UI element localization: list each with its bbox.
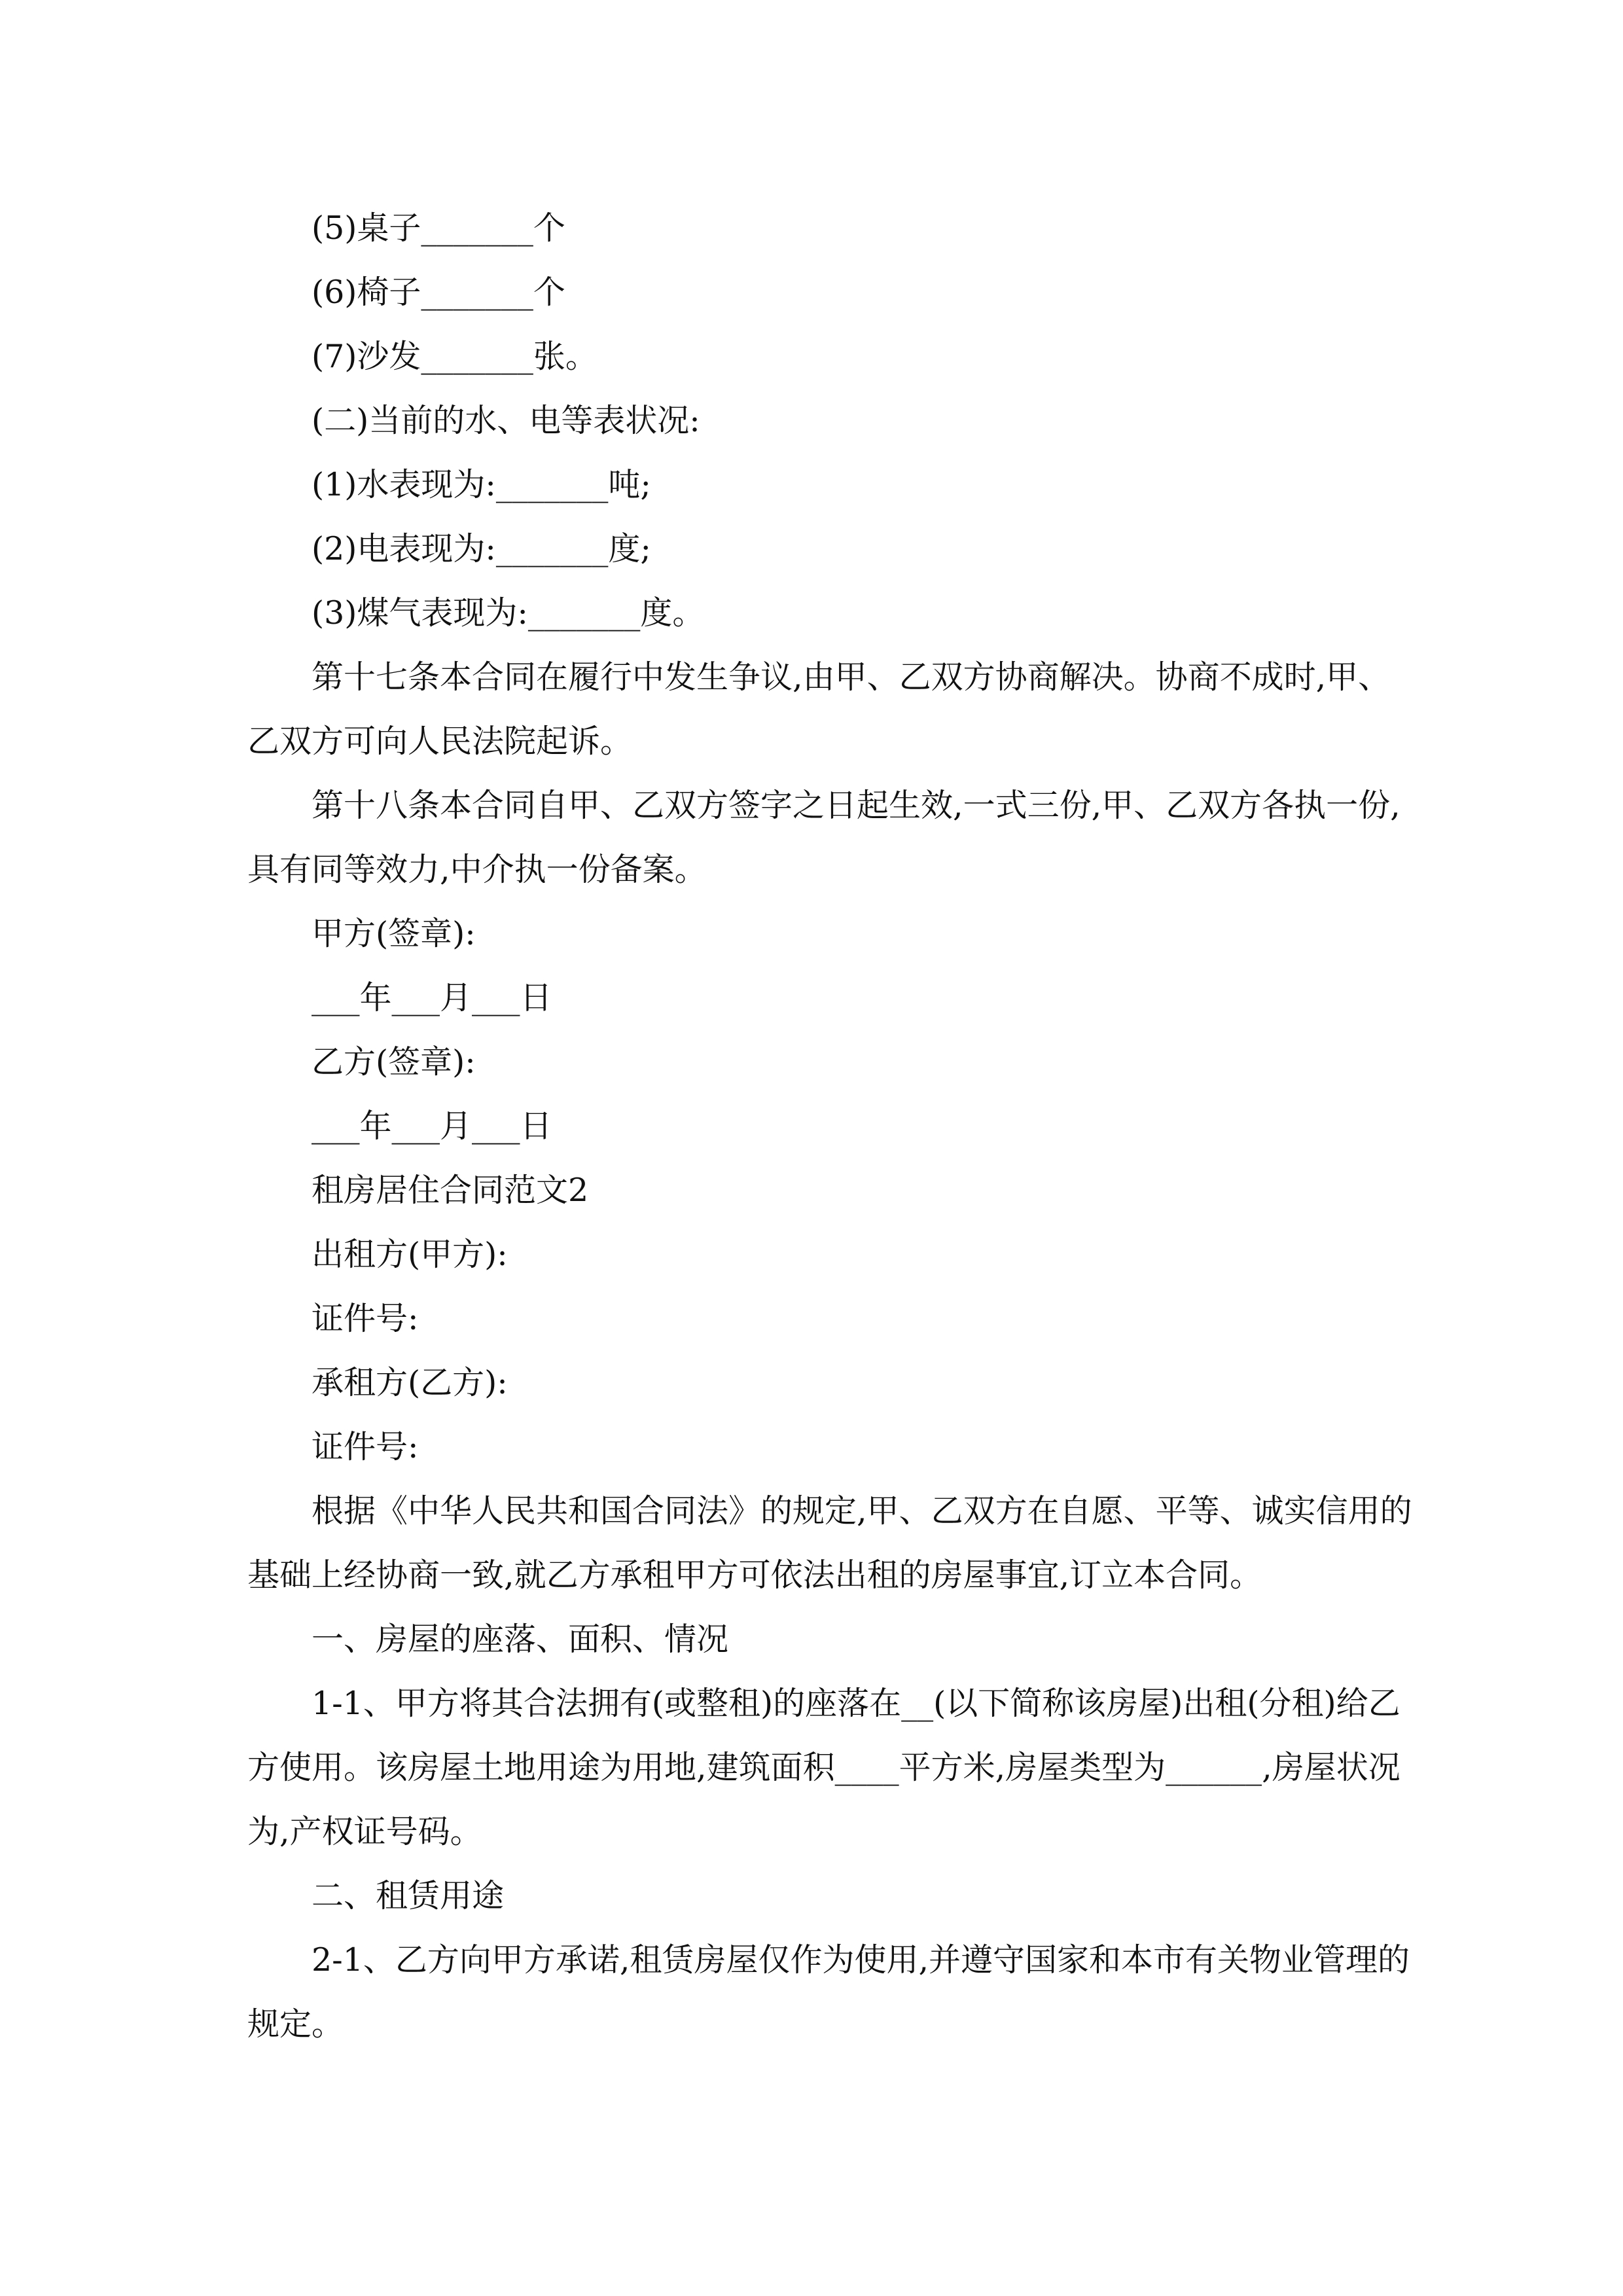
paragraph: 1-1、甲方将其合法拥有(或整租)的座落在__(以下简称该房屋)出租(分租)给乙方使用。该房屋土地用途为用地,建筑面积____平方米,房屋类型为______,房屋状况为,产权证号码。 bbox=[247, 1685, 1400, 1850]
paragraph: 证件号: bbox=[312, 1300, 419, 1337]
paragraph: 出租方(甲方): bbox=[312, 1236, 508, 1273]
paragraph: (5)桌子_______个 bbox=[312, 209, 565, 247]
paragraph: 第十七条本合同在履行中发生争议,由甲、乙双方协商解决。协商不成时,甲、乙双方可向人民法院起诉。 bbox=[247, 658, 1391, 760]
paragraph: (二)当前的水、电等表状况: bbox=[312, 402, 700, 439]
paragraph: 乙方(签章): bbox=[312, 1043, 476, 1081]
paragraph: (7)沙发_______张。 bbox=[312, 338, 597, 375]
paragraph: 承租方(乙方): bbox=[312, 1364, 508, 1401]
paragraph: 根据《中华人民共和国合同法》的规定,甲、乙双方在自愿、平等、诚实信用的基础上经协商一致,就乙方承租甲方可依法出租的房屋事宜,订立本合同。 bbox=[247, 1492, 1412, 1594]
paragraph: 证件号: bbox=[312, 1428, 419, 1465]
paragraph: 第十八条本合同自甲、乙双方签字之日起生效,一式三份,甲、乙双方各执一份,具有同等效力,中介执一份备案。 bbox=[247, 787, 1400, 888]
paragraph: (1)水表现为:_______吨; bbox=[312, 466, 651, 503]
document-body bbox=[247, 196, 1412, 2056]
paragraph: 一、房屋的座落、面积、情况 bbox=[312, 1621, 729, 1658]
paragraph: 二、租赁用途 bbox=[312, 1877, 505, 1914]
paragraph: 2-1、乙方向甲方承诺,租赁房屋仅作为使用,并遵守国家和本市有关物业管理的规定。 bbox=[247, 1941, 1410, 2043]
paragraph: (2)电表现为:_______度; bbox=[312, 530, 651, 567]
paragraph: (6)椅子_______个 bbox=[312, 274, 565, 311]
paragraph: ___年___月___日 bbox=[312, 1107, 552, 1145]
paragraph: (3)煤气表现为:_______度。 bbox=[312, 594, 705, 632]
paragraph: ___年___月___日 bbox=[312, 979, 552, 1016]
paragraph: 租房居住合同范文2 bbox=[312, 1172, 589, 1209]
paragraph: 甲方(签章): bbox=[312, 915, 476, 952]
